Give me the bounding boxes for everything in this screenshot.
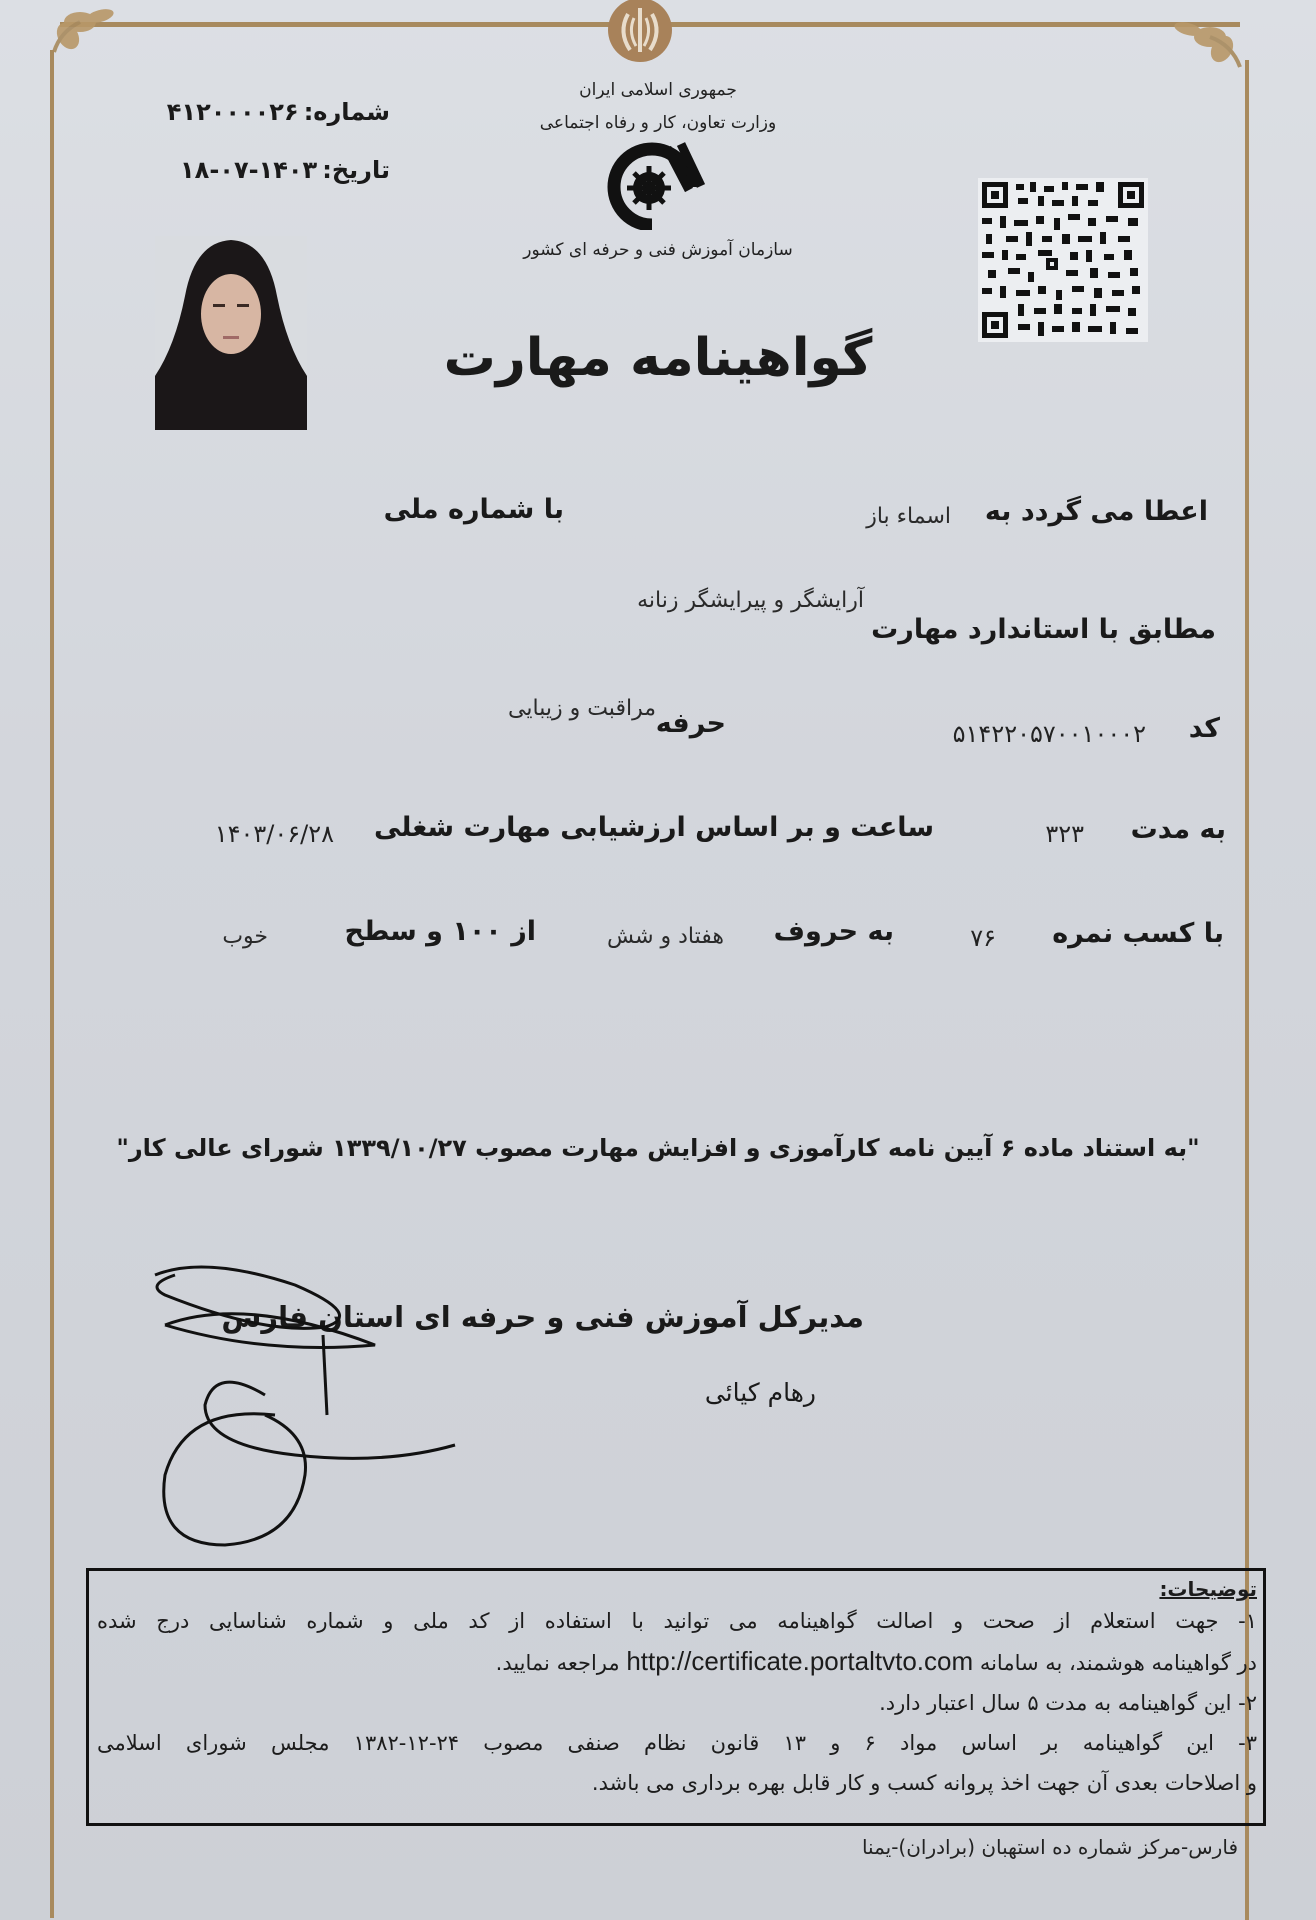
assessment-date: ۱۴۰۳/۰۶/۲۸ [214, 820, 334, 848]
signatory-name: رهام کیائی [704, 1378, 816, 1407]
note-line-1-cont [97, 1641, 1257, 1683]
note-line-3: ۳- این گواهینامه بر اساس مواد ۶ و ۱۳ قانون نظام صنفی مصوب ۲۴-۱۲-۱۳۸۲ مجلس شورای اسلامی [97, 1731, 1257, 1755]
hours-assessment-label: ساعت و بر اساس ارزشیابی مهارت شغلی [373, 812, 934, 843]
trade-label: حرفه [655, 708, 726, 739]
standard-value: آرایشگر و پیرایشگر زنانه [637, 588, 864, 613]
signatory-title: مدیرکل آموزش فنی و حرفه ای استان فارس [221, 1300, 864, 1334]
certificate-title: گواهینامه مهارت [443, 328, 873, 388]
national-id-label: با شماره ملی [383, 494, 564, 525]
note-text: مراجعه نمایید. [495, 1651, 620, 1675]
code-label: کد [1188, 713, 1220, 744]
country-name: جمهوری اسلامی ایران [579, 80, 737, 100]
tvto-logo-icon [597, 140, 707, 230]
note-line-2: ۲- این گواهینامه به مدت ۵ سال اعتبار دارد. [879, 1691, 1257, 1715]
verification-link[interactable]: http://certificate.portaltvto.com [626, 1646, 974, 1676]
corner-ornament-icon [1160, 15, 1250, 75]
number-value: ۴۱۲۰۰۰۰۲۶ [166, 98, 299, 126]
out-of-level-label: از ۱۰۰ و سطح [344, 916, 536, 947]
note-text: در گواهینامه هوشمند، به سامانه [979, 1651, 1257, 1675]
certificate-number [167, 98, 390, 126]
legal-decree: "به استناد ماده ۶ آیین نامه کارآموزی و افزایش مهارت مصوب ۱۳۳۹/۱۰/۲۷ شورای عالی کار" [116, 1134, 1200, 1162]
date-label: تاریخ: [322, 156, 390, 184]
ministry-name: وزارت تعاون، کار و رفاه اجتماعی [539, 113, 777, 133]
signature-icon [145, 1255, 475, 1555]
note-line-3-cont: و اصلاحات بعدی آن جهت اخذ پروانه کسب و کار قابل بهره برداری می باشد. [591, 1771, 1257, 1795]
score-value: ۷۶ [970, 924, 996, 952]
notes-title: توضیحات: [1159, 1577, 1257, 1601]
notes-box [86, 1568, 1266, 1826]
corner-ornament-icon [40, 2, 130, 62]
code-value: ۵۱۴۲۲۰۵۷۰۰۱۰۰۰۲ [952, 720, 1146, 748]
standard-label: مطابق با استاندارد مهارت [871, 614, 1216, 645]
duration-label: به مدت [1130, 814, 1226, 845]
organization-name: سازمان آموزش فنی و حرفه ای کشور [523, 240, 793, 260]
number-label: شماره: [303, 98, 390, 126]
in-words-value: هفتاد و شش [607, 924, 724, 949]
date-value: ۱۴۰۳-۰۷-۱۸ [180, 156, 318, 184]
level-value: خوب [222, 924, 268, 949]
issuing-center: فارس-مرکز شماره ده استهبان (برادران)-یمنا [861, 1835, 1238, 1859]
score-label: با کسب نمره [1052, 918, 1224, 949]
certificate-date [180, 156, 390, 184]
holder-name: اسماء باز [866, 504, 951, 529]
granted-to-label: اعطا می گردد به [984, 496, 1208, 527]
duration-value: ۳۲۳ [1045, 820, 1084, 848]
in-words-label: به حروف [773, 916, 894, 947]
note-line-1: ۱- جهت استعلام از صحت و اصالت گواهینامه می توانید با استفاده از کد ملی و شماره شناسایی درج شده [97, 1609, 1257, 1633]
qr-code-icon[interactable] [978, 178, 1148, 342]
iran-emblem-icon [600, 0, 680, 70]
trade-value: مراقبت و زیبایی [508, 696, 656, 721]
